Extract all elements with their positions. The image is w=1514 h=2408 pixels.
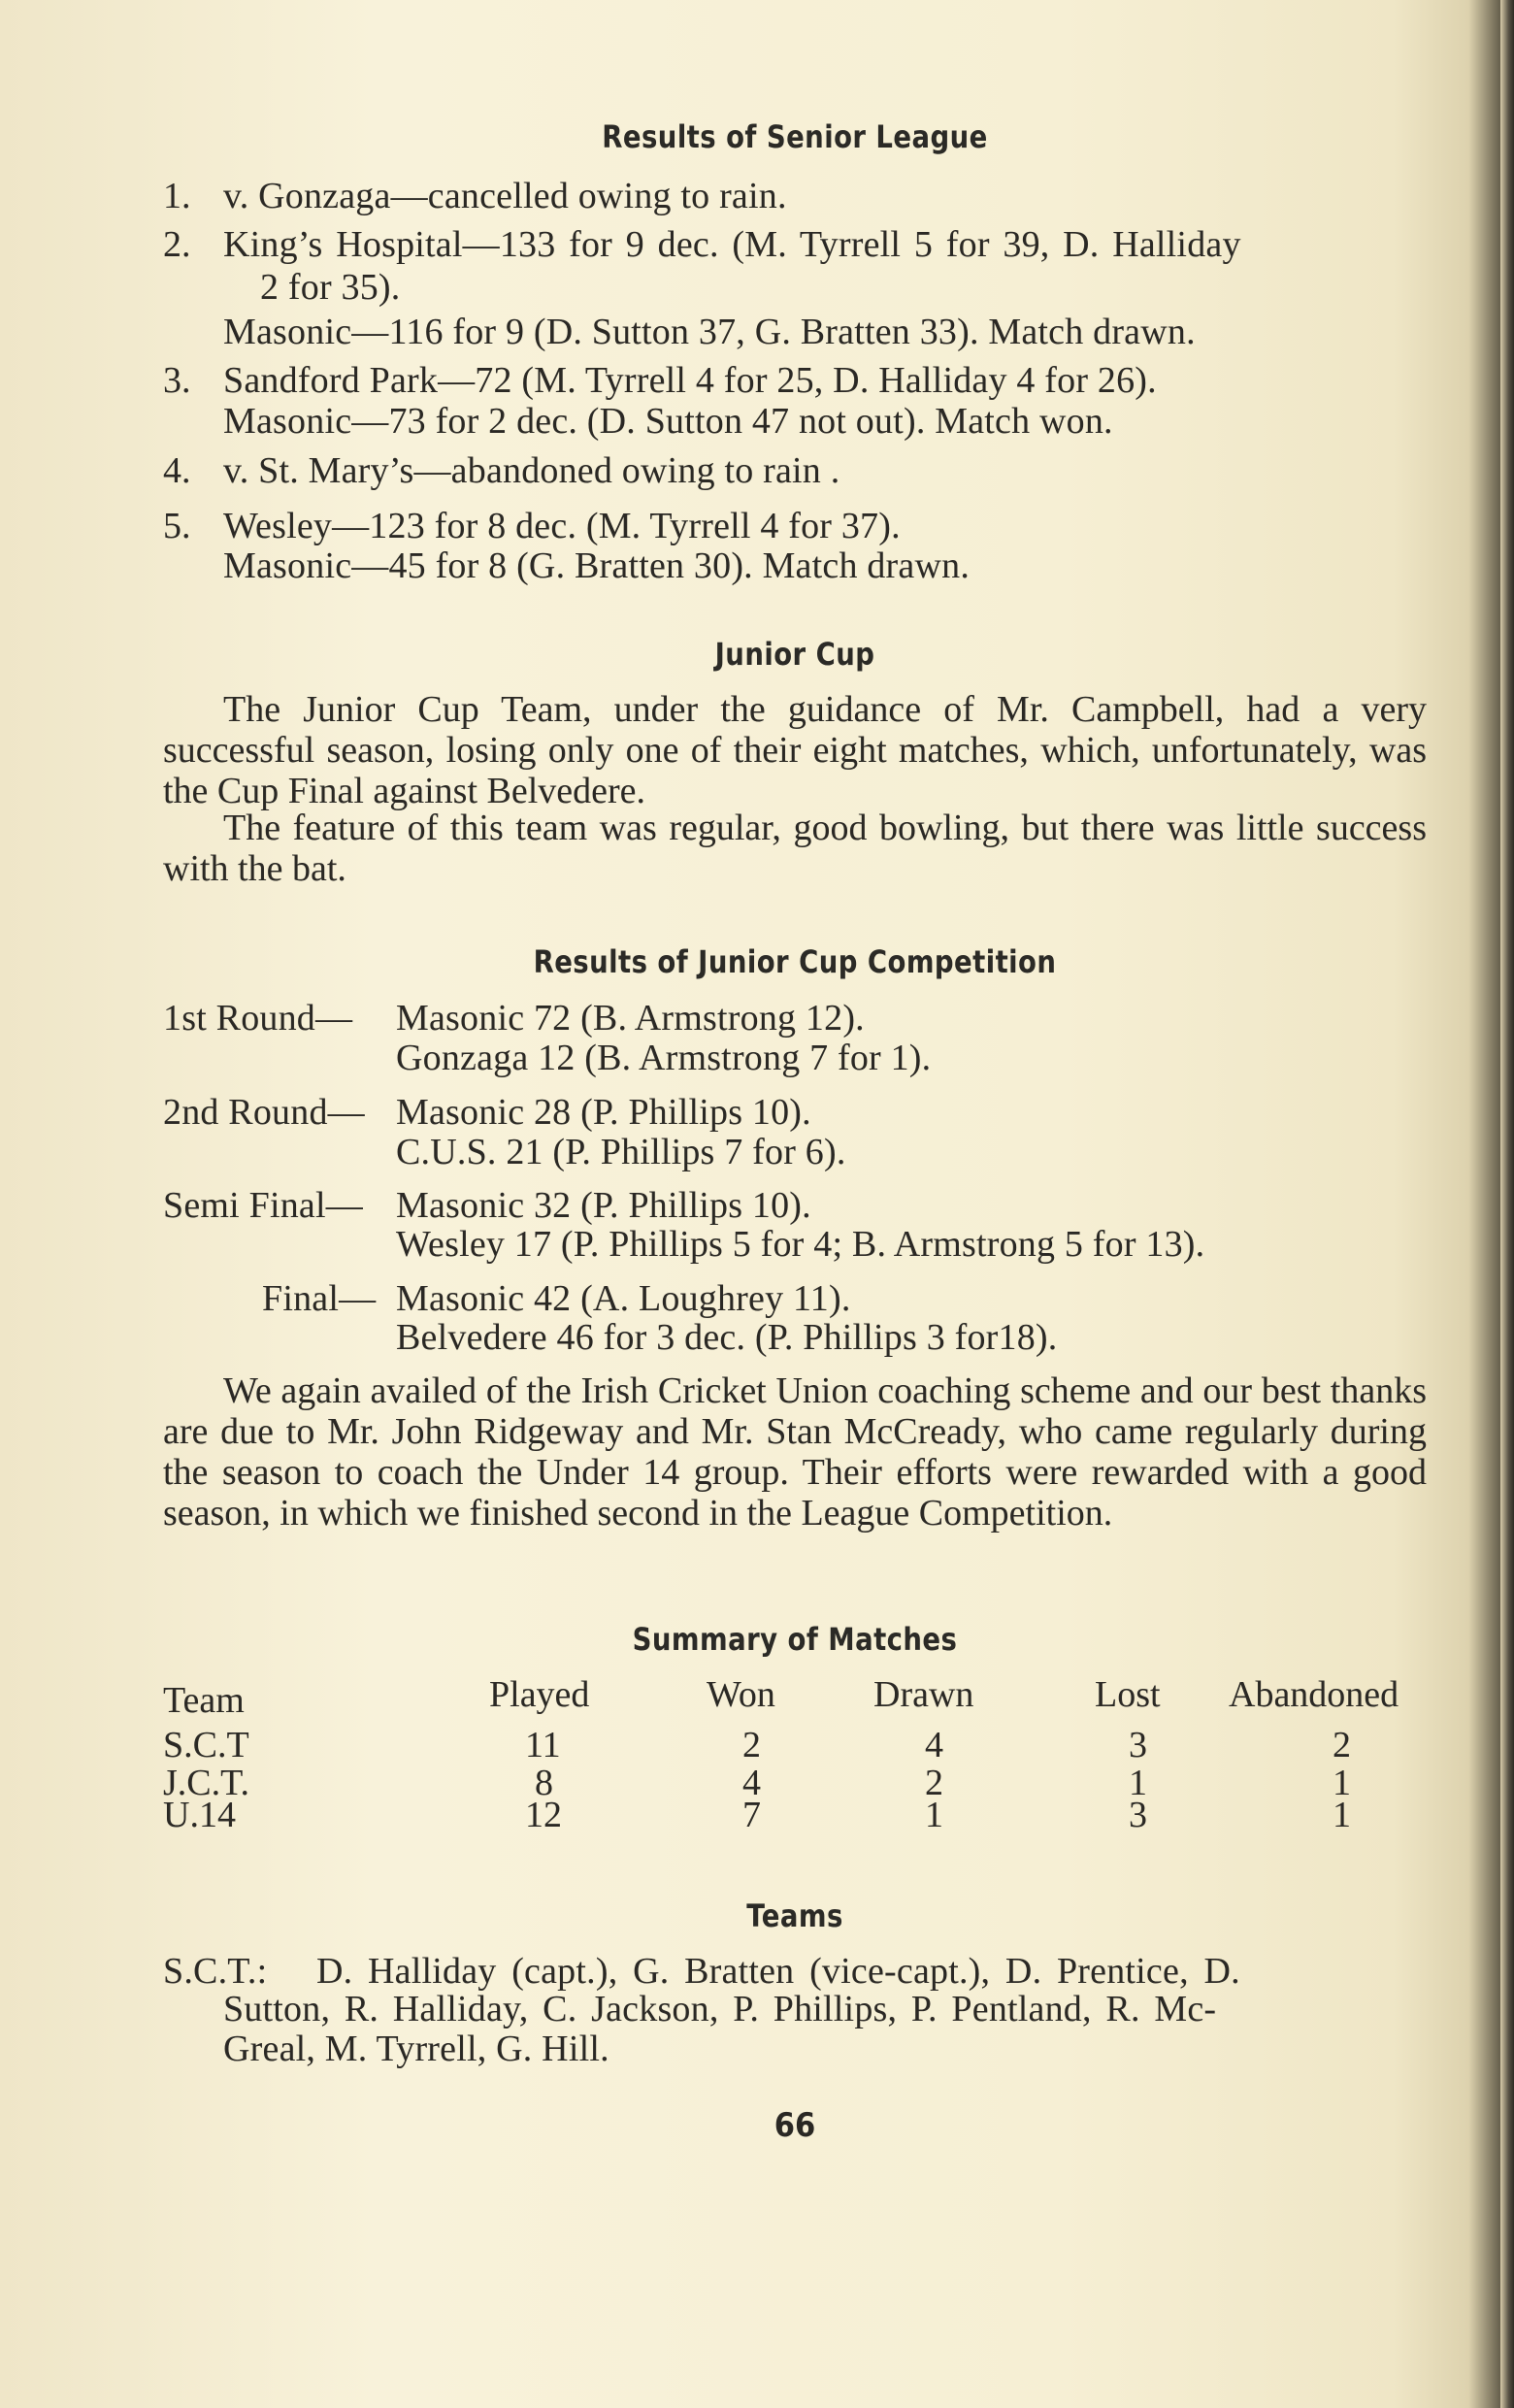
- team-members-line: D. Halliday (capt.), G. Bratten (vice-capt.), D. Prentice, D.: [316, 1951, 1240, 1992]
- item-line: v. St. Mary’s—abandoned owing to rain .: [223, 450, 840, 491]
- round-line: Masonic 32 (P. Phillips 10).: [396, 1185, 811, 1226]
- team-label: S.C.T.:: [163, 1951, 268, 1992]
- junior-cup-paragraph: The Junior Cup Team, under the guidance of Mr. Campbell, had a very successful season, losing only one of their eight matches, which, unfortunately, was the Cup Final against Belvedere.: [163, 689, 1427, 811]
- round-line: Belvedere 46 for 3 dec. (P. Phillips 3 for18).: [396, 1317, 1058, 1358]
- item-number: 5.: [163, 506, 191, 546]
- item-line: King’s Hospital—133 for 9 dec. (M. Tyrrell 5 for 39, D. Halliday: [223, 224, 1241, 265]
- played-cell: 12: [525, 1795, 562, 1835]
- won-cell: 2: [742, 1725, 761, 1765]
- junior-cup-results-heading: Results of Junior Cup Competition: [533, 943, 1057, 980]
- coaching-paragraph: We again availed of the Irish Cricket Union coaching scheme and our best thanks are due to Mr. John Ridgeway and Mr. Stan McCready, who came regularly during the season to coach the Under 14 group. Their efforts were rewarded with a good season, in which we finished second in the League Competition.: [163, 1370, 1427, 1534]
- column-header: Played: [489, 1674, 590, 1715]
- summary-table: [163, 1674, 1427, 1839]
- won-cell: 7: [742, 1795, 761, 1835]
- round-line: Masonic 42 (A. Loughrey 11).: [396, 1278, 851, 1319]
- round-line: Wesley 17 (P. Phillips 5 for 4; B. Armstrong 5 for 13).: [396, 1224, 1205, 1265]
- round-label: 2nd Round—: [163, 1092, 365, 1133]
- drawn-cell: 1: [925, 1795, 943, 1835]
- page-number: 66: [773, 2106, 816, 2145]
- item-number: 4.: [163, 450, 191, 491]
- column-header: Abandoned: [1229, 1674, 1399, 1715]
- item-line: Masonic—73 for 2 dec. (D. Sutton 47 not out). Match won.: [223, 401, 1113, 442]
- item-line: v. Gonzaga—cancelled owing to rain.: [223, 176, 787, 216]
- junior-cup-heading: Junior Cup: [714, 636, 875, 673]
- item-number: 3.: [163, 360, 191, 401]
- item-line: Masonic—45 for 8 (G. Bratten 30). Match drawn.: [223, 545, 971, 586]
- team-cell: J.C.T.: [163, 1763, 250, 1803]
- lost-cell: 1: [1129, 1763, 1147, 1803]
- book-spine-edge: [1500, 0, 1514, 2408]
- abandoned-cell: 1: [1333, 1795, 1351, 1835]
- column-header: Won: [707, 1674, 775, 1715]
- won-cell: 4: [742, 1763, 761, 1803]
- team-cell: S.C.T: [163, 1725, 249, 1765]
- drawn-cell: 2: [925, 1763, 943, 1803]
- team-members-line: Sutton, R. Halliday, C. Jackson, P. Phillips, P. Pentland, R. Mc-: [223, 1989, 1217, 2029]
- item-line: 2 for 35).: [260, 267, 401, 308]
- round-line: Masonic 72 (B. Armstrong 12).: [396, 998, 865, 1039]
- round-label: Final—: [262, 1278, 377, 1319]
- item-line: Wesley—123 for 8 dec. (M. Tyrrell 4 for 37).: [223, 506, 901, 546]
- column-header: Lost: [1095, 1674, 1161, 1715]
- teams-heading: Teams: [746, 1897, 843, 1934]
- round-line: Masonic 28 (P. Phillips 10).: [396, 1092, 811, 1133]
- team-cell: U.14: [163, 1795, 236, 1835]
- round-line: Gonzaga 12 (B. Armstrong 7 for 1).: [396, 1038, 932, 1078]
- round-line: C.U.S. 21 (P. Phillips 7 for 6).: [396, 1132, 846, 1172]
- column-header: Drawn: [873, 1674, 974, 1715]
- summary-heading: Summary of Matches: [632, 1621, 958, 1658]
- item-line: Sandford Park—72 (M. Tyrrell 4 for 25, D. Halliday 4 for 26).: [223, 360, 1157, 401]
- lost-cell: 3: [1129, 1725, 1147, 1765]
- column-header: Team: [163, 1680, 245, 1721]
- round-label: Semi Final—: [163, 1185, 363, 1226]
- team-members-line: Greal, M. Tyrrell, G. Hill.: [223, 2029, 609, 2069]
- item-number: 2.: [163, 224, 191, 265]
- played-cell: 11: [525, 1725, 561, 1765]
- junior-cup-paragraph: The feature of this team was regular, good bowling, but there was little success with the bat.: [163, 808, 1427, 889]
- lost-cell: 3: [1129, 1795, 1147, 1835]
- abandoned-cell: 2: [1333, 1725, 1351, 1765]
- item-number: 1.: [163, 176, 191, 216]
- played-cell: 8: [535, 1763, 553, 1803]
- item-line: Masonic—116 for 9 (D. Sutton 37, G. Bratten 33). Match drawn.: [223, 312, 1196, 352]
- round-label: 1st Round—: [163, 998, 353, 1039]
- abandoned-cell: 1: [1333, 1763, 1351, 1803]
- drawn-cell: 4: [925, 1725, 943, 1765]
- senior-league-heading: Results of Senior League: [602, 118, 988, 155]
